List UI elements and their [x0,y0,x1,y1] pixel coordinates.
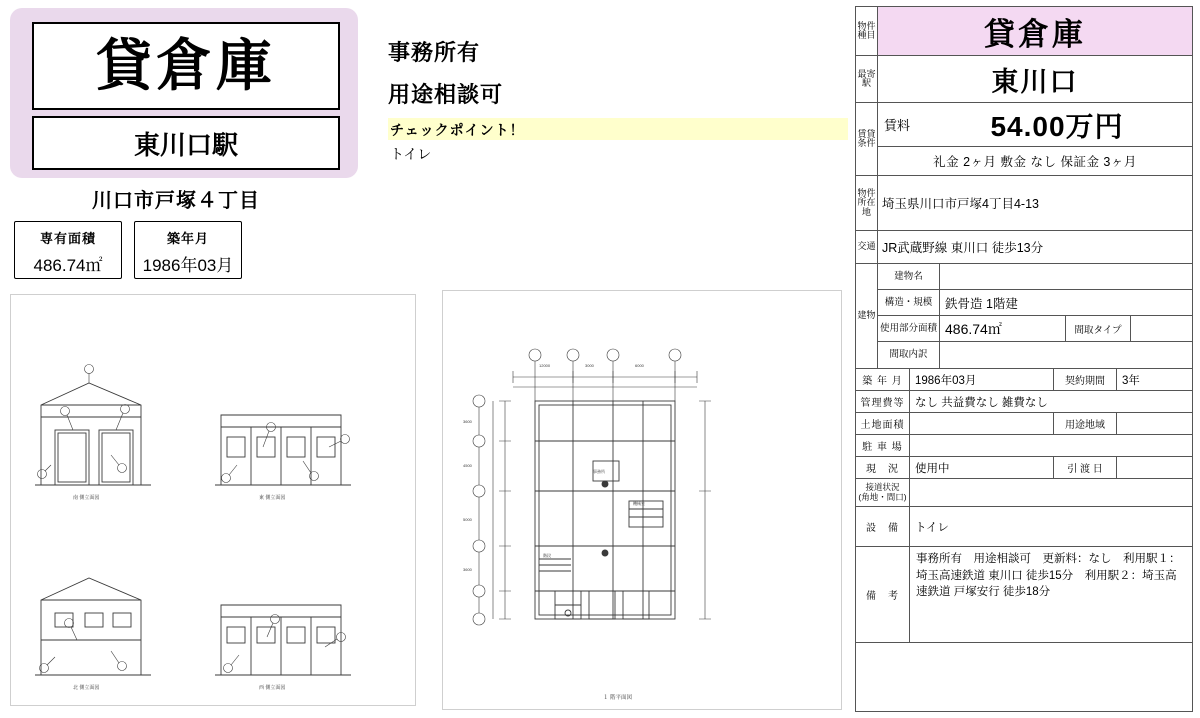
road-access-label [856,479,910,506]
elevation-drawing-svg [11,295,413,703]
handover-date-label: 引 渡 日 [1053,457,1117,478]
table-row-status [856,457,1192,479]
layout-detail-value [940,342,1192,368]
building-name-line [878,264,1192,290]
table-row-land-area [856,413,1192,435]
checkpoint-value: トイレ [390,146,432,162]
floorplan-drawing-image [442,290,842,710]
build-year-label: 築 年 月 [856,369,910,390]
layout-type-value [1131,316,1192,341]
building-structure-label: 構造・規模 [878,290,940,315]
elevation-caption-4: 西 側立面図 [259,685,286,691]
floorplan-drawing-svg [443,291,839,707]
row-header-address: 物件所在地 [856,176,878,230]
building-block [878,264,1192,368]
rent-value: 54.00万円 [990,110,1124,142]
building-layout-detail-line [878,342,1192,368]
zoning-value [1117,413,1192,434]
year-summary-box [134,221,242,279]
parking-value [910,435,1192,456]
management-fee-value: なし 共益費なし 雑費なし [915,396,1048,409]
svg-text:3000: 3000 [585,363,594,368]
row-header-building: 建物 [856,264,878,368]
rent-conditions-value: 礼金 2ヶ月 敷金 なし 保証金 3ヶ月 [933,155,1137,169]
handover-date-value [1117,457,1192,478]
row-header-station: 最寄駅 [856,56,878,102]
current-status-label: 現 況 [856,457,910,478]
building-area-line [878,316,1192,342]
svg-text:4500: 4500 [463,463,472,468]
table-row-tail [856,643,1192,689]
row-header-type: 物件種目 [856,7,878,55]
row-header-rent-conditions: 賃貸条件 [856,103,878,175]
elevation-drawing-image [10,294,416,706]
property-type-value: 貸倉庫 [878,7,1192,55]
area-summary-value: 486.74㎡ [33,256,103,275]
building-structure-line [878,290,1192,316]
land-area-value [910,413,1053,434]
year-summary-label: 築年月 [166,231,209,246]
rent-line [878,103,1192,147]
remarks-value: 事務所有 用途相談可 更新料：なし 利用駅１：埼玉高速鉄道 東川口 徒歩15分 利用駅２：埼玉高速鉄道 戸塚安行 徒歩18分 [916,553,1181,599]
rent-block [878,103,1192,175]
land-area-label: 土地面積 [856,413,910,434]
rent-label: 賃料 [884,118,911,133]
svg-text:5000: 5000 [463,517,472,522]
road-access-label-line1: 接道状況 [865,481,900,492]
svg-text:12000: 12000 [539,363,551,368]
table-row-road-access [856,479,1192,507]
checkpoint-label: チェックポイント！ [390,122,525,138]
area-summary-box [14,221,122,279]
table-row-year [856,369,1192,391]
zoning-label: 用途地域 [1053,413,1117,434]
building-structure-value: 鉄骨造 1階建 [945,296,1018,311]
road-access-value [910,479,1192,506]
svg-text:機械室: 機械室 [633,501,645,506]
road-access-label-line2: (角地・間口) [858,491,907,502]
building-area-value: 486.74㎡ [945,320,1002,337]
build-year-value: 1986年03月 [915,374,977,387]
page-title: 貸倉庫 [32,22,340,110]
svg-text:3600: 3600 [463,419,472,424]
equipment-value: トイレ [915,521,949,534]
table-row-management-fee [856,391,1192,413]
table-row-access [856,231,1192,264]
property-detail-table [855,6,1193,712]
elevation-caption-1: 南 側立面図 [73,495,100,501]
table-row-remarks [856,547,1192,643]
row-header-access: 交通 [856,231,878,263]
table-row-building [856,264,1192,369]
access-value: JR武蔵野線 東川口 徒歩13分 [882,241,1044,255]
area-summary-label: 専有面積 [39,231,96,246]
address-headline: 川口市戸塚４丁目 [92,190,260,212]
title-block [10,8,358,178]
layout-type-label: 間取タイプ [1065,316,1131,341]
table-row-equipment [856,507,1192,547]
station-title: 東川口駅 [32,116,340,170]
table-row-parking [856,435,1192,457]
nearest-station-value: 東川口 [991,66,1079,97]
contract-term-label: 契約期間 [1053,369,1117,390]
note-usage: 用途相談可 [388,82,504,107]
address-value: 埼玉県川口市戸塚4丁目4-13 [882,197,1039,211]
management-fee-label: 管理費等 [856,391,910,412]
layout-detail-label: 間取内訳 [878,342,940,368]
building-area-label: 使用部分面積 [878,316,940,341]
svg-text:階段: 階段 [543,553,551,558]
svg-text:6000: 6000 [635,363,644,368]
elevation-caption-3: 北 側立面図 [73,685,100,691]
remarks-label: 備 考 [856,547,910,642]
svg-text:3600: 3600 [463,567,472,572]
year-summary-value: 1986年03月 [142,256,234,275]
parking-label: 駐 車 場 [856,435,910,456]
table-row-station [856,56,1192,103]
building-name-label: 建物名 [878,264,940,289]
tail-value [856,643,1192,689]
table-row-rent [856,103,1192,176]
building-name-value [940,264,1192,289]
elevation-caption-2: 東 側立面図 [259,495,286,501]
svg-text:事務所: 事務所 [593,469,605,474]
contract-term-value: 3年 [1122,374,1140,387]
equipment-label: 設 備 [856,507,910,546]
note-office: 事務所有 [388,40,481,65]
floorplan-caption: １ 階平面図 [603,695,633,701]
current-status-value: 使用中 [915,462,950,475]
table-row-address [856,176,1192,231]
table-row-type [856,7,1192,56]
